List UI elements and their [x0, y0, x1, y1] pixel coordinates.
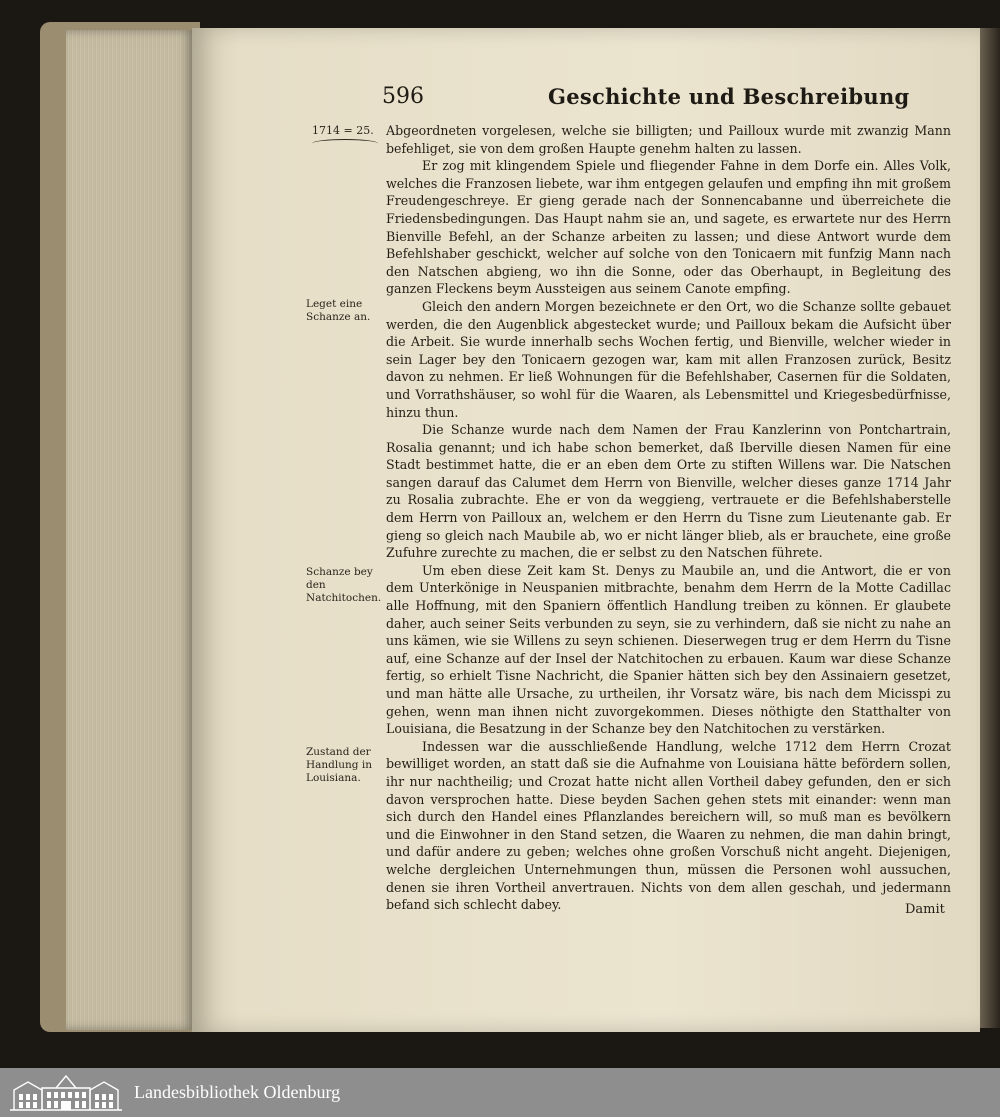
page-number: 596	[382, 84, 424, 109]
paragraph: Er zog mit klingendem Spiele und fliegender Fahne in dem Dorfe ein. Alles Volk, welches die Franzosen liebete, war ihm entgegen gelaufen und empfing ihn mit großem Freudengeschreye. Er gieng gerade nach der Sonnencabanne und überreichete die Friedensbedingungen. Das Haupt nahm sie an, und sagete, es erwartete nur des Herrn Bienville Befehl, an der Schanze arbeiten zu lassen; und diese Antwort wurde dem Befehlshaber geschickt, welcher auf solche von den Tonicaern mit funfzig Mann nach den Natschen abgieng, wo ihn die Sonne, oder das Oberhaupt, in Begleitung des ganzen Fleckens beym Aussteigen aus seinem Canote empfing.	[386, 158, 951, 297]
body-text	[386, 122, 951, 914]
date-margin	[312, 124, 378, 148]
brace-mark	[312, 139, 378, 148]
margin-note-handlung: Zustand der Handlung in Louisiana.	[306, 746, 372, 784]
date-margin-text: 1714 = 25.	[312, 124, 374, 137]
paragraph: Gleich den andern Morgen bezeichnete er den Ort, wo die Schanze sollte gebauet werden, die den Augenblick abgestecket wurde; und Pailloux bekam die Aufsicht über die Arbeit. Sie wurde innerhalb sechs Wochen fertig, und Bienville, welcher wieder in sein Lager bey den Tonicaern gezogen war, kam mit allen Franzosen zurück, Besitz davon zu nehmen. Er ließ Wohnungen für die Befehlshaber, Casernen für die Soldaten, und Vorrathshäuser, so wohl für die Waaren, als Lebensmittel und Kriegesbedürfnisse, hinzu thun.	[386, 298, 951, 420]
footer-library-name: Landesbibliothek Oldenburg	[134, 1082, 341, 1102]
page-stack-edge	[66, 30, 194, 1030]
library-building-icon	[8, 1072, 124, 1112]
running-head: Geschichte und Beschreibung	[548, 84, 910, 109]
paragraph: Die Schanze wurde nach dem Namen der Frau Kanzlerinn von Pontchartrain, Rosalia genannt; und ich habe schon bemerket, daß Iberville diesen Namen für eine Stadt bestimmet hatte, die er an eben dem Orte zu stiften Willens war. Die Natschen sangen darauf das Calumet dem Herrn von Bienville, welcher dieses ganze 1714 Jahr zu Rosalia zubrachte. Ehe er von da weggieng, vertrauete er die Befehlshaberstelle dem Herrn von Pailloux an, welchem er den Herrn du Tisne zum Lieutenante gab. Er gieng so gleich nach Maubile ab, wo er nicht länger blieb, als er brauchete, eine große Zufuhre zurechte zu machen, die er selbst zu den Natschen führete.	[386, 422, 951, 561]
paragraph: Um eben diese Zeit kam St. Denys zu Maubile an, und die Antwort, die er von dem Unterkönige in Neuspanien mitbrachte, benahm dem Herrn de la Motte Cadillac alle Hoffnung, mit den Spaniern öffentlich Handlung treiben zu können. Er glaubete daher, auch seiner Seits verbunden zu seyn, sie zu verhindern, daß sie nicht zu nahe an uns kämen, wie sie Willens zu seyn schienen. Dieserwegen trug er dem Herrn du Tisne auf, eine Schanze auf der Insel der Natchitochen zu erbauen. Kaum war diese Schanze fertig, so erhielt Tisne Nachricht, die Spanier hätten sich bey den Assinaiern gesetzet, und man hätte alle Ursache, zu urtheilen, ihr Vorsatz wäre, bis nach dem Micisspi zu gehen, wenn man ihnen nicht zuvorgekommen. Dieses nöthigte den Statthalter von Louisiana, die Besatzung in der Schanze bey den Natchitochen zu verstärken.	[386, 562, 951, 737]
paragraph: Indessen war die ausschließende Handlung, welche 1712 dem Herrn Crozat bewilliget worden, an statt daß sie die Aufnahme von Louisiana hätte befördern sollen, ihr nur nachtheilig; und Crozat hatte nicht allen Vortheil dabey gefunden, den er sich davon versprochen hatte. Diese beyden Sachen gehen stets mit einander: wenn man sich durch den Handel eines Pflanzlandes bereichern will, so muß man es bevölkern und die Einwohner in den Stand setzen, die Waaren zu nehmen, die man dahin bringt, und dafür andere zu geben; welches ohne großen Vorschuß nicht angeht. Diejenigen, welche dergleichen Unternehmungen thun, müssen die Personen wohl aussuchen, denen sie ihren Vortheil anvertrauen. Nichts von dem allen geschah, und jedermann befand sich schlecht dabey.	[386, 738, 951, 913]
book-right-edge	[980, 28, 1000, 1028]
catchword: Damit	[905, 902, 945, 917]
margin-note-schanze: Leget eine Schanze an.	[306, 298, 371, 323]
paragraph: Abgeordneten vorgelesen, welche sie billigten; und Pailloux wurde mit zwanzig Mann befehliget, sie von dem großen Haupte genehm halten zu lassen.	[386, 123, 951, 156]
footer-bar	[0, 1068, 1000, 1117]
margin-note-natchitochen: Schanze bey den Natchitochen.	[306, 566, 382, 604]
